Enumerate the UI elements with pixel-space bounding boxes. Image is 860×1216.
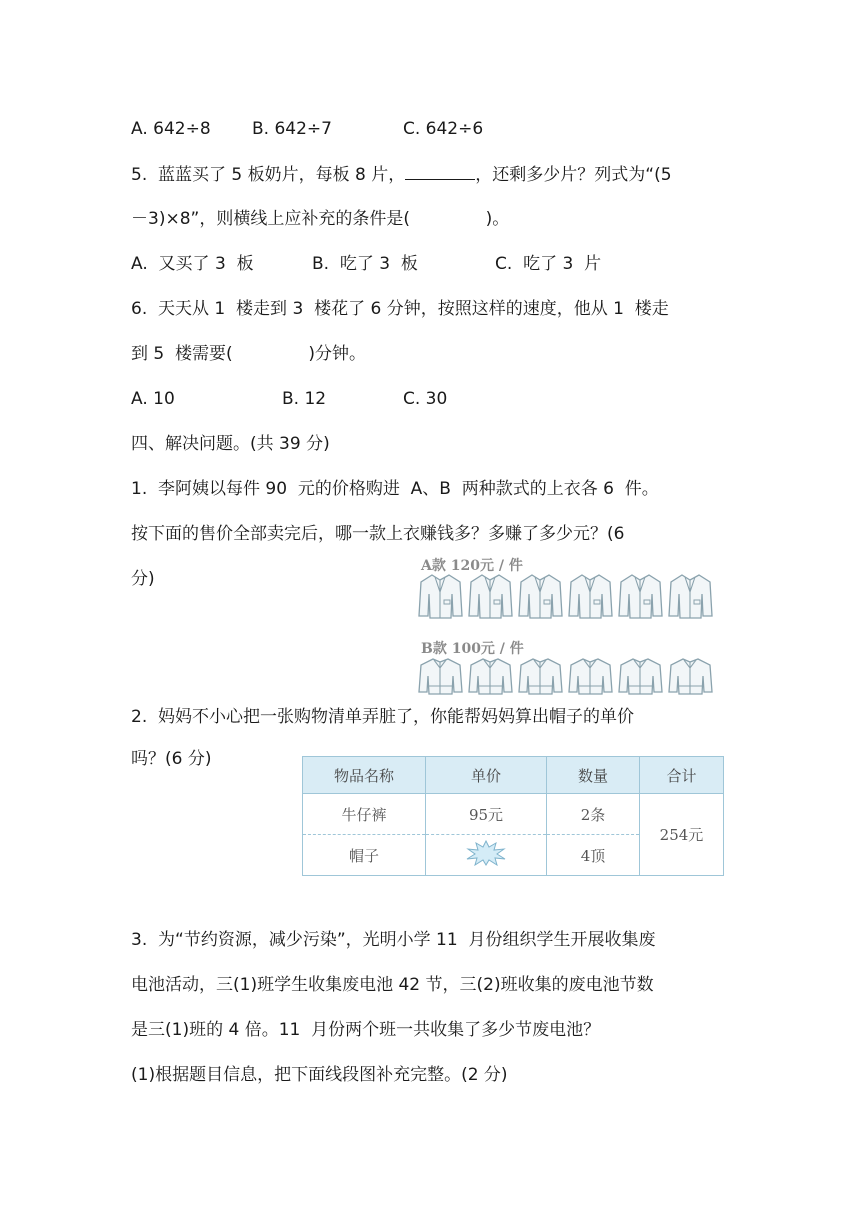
q4-option-c: C. 642÷6 bbox=[403, 119, 484, 139]
jacket-b-icon bbox=[468, 656, 513, 696]
cell-hat-qty: 4顶 bbox=[547, 835, 640, 876]
q5-option-b: B. 吃了 3 板 bbox=[312, 254, 418, 274]
q6-option-a: A. 10 bbox=[131, 389, 175, 409]
q6-option-c: C. 30 bbox=[403, 389, 448, 409]
jacket-a-row bbox=[418, 572, 713, 620]
cell-total: 254元 bbox=[640, 794, 724, 876]
q4-option-a: A. 642÷8 bbox=[131, 119, 211, 139]
jacket-b-row bbox=[418, 656, 713, 696]
table-row bbox=[303, 794, 724, 835]
cell-hat-name: 帽子 bbox=[303, 835, 426, 876]
jacket-b-price-label: B款 100元 / 件 bbox=[421, 641, 524, 657]
jacket-a-icon bbox=[668, 572, 713, 620]
q6-option-b: B. 12 bbox=[282, 389, 327, 409]
header-unit-price: 单价 bbox=[426, 757, 547, 794]
p1-line2: 按下面的售价全部卖完后，哪一款上衣赚钱多？多赚了多少元？(6 bbox=[131, 524, 625, 544]
q5-answer-blank[interactable] bbox=[405, 161, 475, 180]
shopping-list-table bbox=[302, 756, 724, 876]
table-header-row bbox=[303, 757, 724, 794]
p3-line2: 电池活动，三(1)班学生收集废电池 42 节，三(2)班收集的废电池节数 bbox=[131, 975, 654, 995]
q5-line2: －3)×8”，则横线上应补充的条件是( )。 bbox=[131, 209, 510, 229]
cell-jeans-name: 牛仔裤 bbox=[303, 794, 426, 835]
section4-heading: 四、解决问题。(共 39 分) bbox=[131, 434, 330, 454]
p2-line2: 吗？(6 分) bbox=[131, 749, 212, 769]
cell-jeans-price: 95元 bbox=[426, 794, 547, 835]
q6-line1: 6. 天天从 1 楼走到 3 楼花了 6 分钟，按照这样的速度，他从 1 楼走 bbox=[131, 299, 669, 319]
header-quantity: 数量 bbox=[547, 757, 640, 794]
stain-splat-icon bbox=[466, 840, 506, 866]
jacket-a-icon bbox=[618, 572, 663, 620]
cell-jeans-qty: 2条 bbox=[547, 794, 640, 835]
jacket-b-icon bbox=[568, 656, 613, 696]
p3-line3: 是三(1)班的 4 倍。11 月份两个班一共收集了多少节废电池？ bbox=[131, 1020, 601, 1040]
p3-sub1: (1)根据题目信息，把下面线段图补充完整。(2 分) bbox=[131, 1065, 508, 1085]
jacket-b-icon bbox=[518, 656, 563, 696]
cell-hat-price-stain bbox=[426, 835, 547, 876]
header-total: 合计 bbox=[640, 757, 724, 794]
q6-line2: 到 5 楼需要( )分钟。 bbox=[131, 344, 366, 364]
jacket-b-icon bbox=[418, 656, 463, 696]
q5-option-c: C. 吃了 3 片 bbox=[495, 254, 602, 274]
jacket-a-icon bbox=[468, 572, 513, 620]
p2-line1: 2. 妈妈不小心把一张购物清单弄脏了，你能帮妈妈算出帽子的单价 bbox=[131, 707, 635, 727]
jacket-a-price-label: A款 120元 / 件 bbox=[421, 558, 523, 574]
p1-line1: 1. 李阿姨以每件 90 元的价格购进 A、B 两种款式的上衣各 6 件。 bbox=[131, 479, 659, 499]
p3-line1: 3. 为“节约资源，减少污染”，光明小学 11 月份组织学生开展收集废 bbox=[131, 930, 656, 950]
jacket-b-icon bbox=[618, 656, 663, 696]
header-item-name: 物品名称 bbox=[303, 757, 426, 794]
q5-option-a: A. 又买了 3 板 bbox=[131, 254, 254, 274]
q5-line1: 5. 蓝蓝买了 5 板奶片，每板 8 片， ，还剩多少片？列式为“(5 bbox=[131, 161, 672, 187]
jacket-a-icon bbox=[568, 572, 613, 620]
jacket-a-icon bbox=[418, 572, 463, 620]
p1-line3: 分) bbox=[131, 569, 155, 589]
jacket-a-icon bbox=[518, 572, 563, 620]
jacket-b-icon bbox=[668, 656, 713, 696]
q4-option-b: B. 642÷7 bbox=[252, 119, 332, 139]
